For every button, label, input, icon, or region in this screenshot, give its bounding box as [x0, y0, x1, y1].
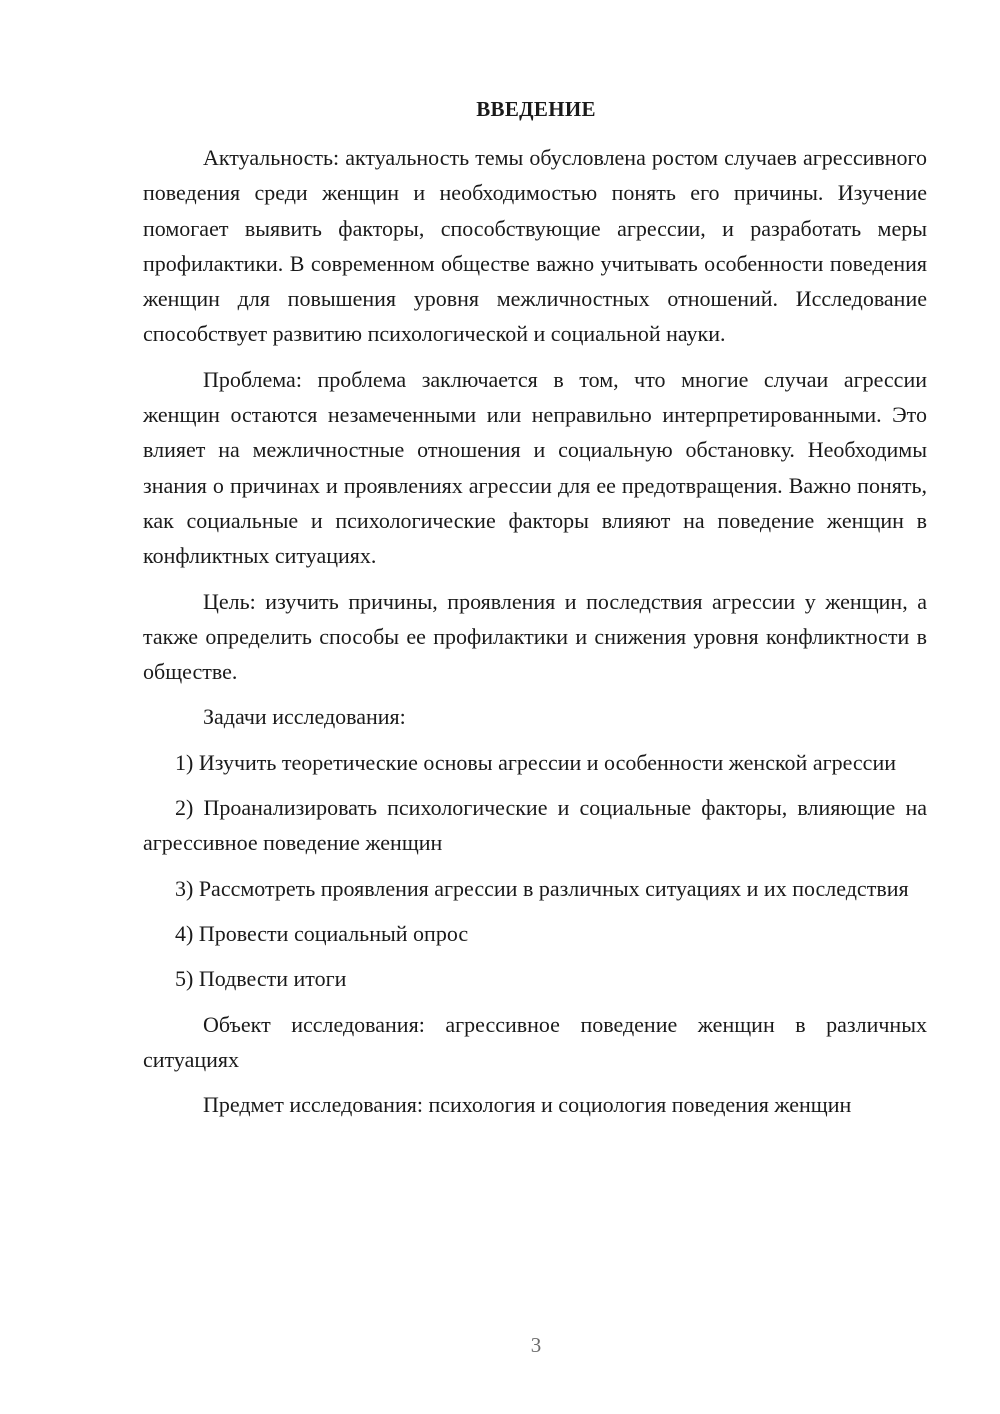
task-item-2: 2) Проанализировать психологические и социальные факторы, влияющие на агрессивное поведение женщин — [143, 795, 927, 856]
section-heading: ВВЕДЕНИЕ — [476, 97, 596, 121]
task-item-4: 4) Провести социальный опрос — [175, 920, 469, 946]
relevance-paragraph: Актуальность: актуальность темы обусловлена ростом случаев агрессивного поведения среди женщин и необходимостью понять его причины. Изучение помогает выявить факторы, способствующие агрессии, и разработать меры профилактики. В современном обществе важно учитывать особенности поведения женщин для повышения уровня межличностных отношений. Исследование способствует развитию психологической и социальной науки. — [143, 145, 927, 347]
problem-paragraph: Проблема: проблема заключается в том, что многие случаи агрессии женщин остаются незамеченными или неправильно интерпретированными. Это влияет на межличностные отношения и социальную обстановку. Необходимы знания о причинах и проявлениях агрессии для ее предотвращения. Важно понять, как социальные и психологические факторы влияют на поведение женщин в конфликтных ситуациях. — [143, 366, 927, 569]
goal-paragraph: Цель: изучить причины, проявления и последствия агрессии у женщин, а также определить способы ее профилактики и снижения уровня конфликтности в обществе. — [143, 588, 927, 685]
task-item-5: 5) Подвести итоги — [175, 966, 347, 992]
subject-paragraph: Предмет исследования: психология и социология поведения женщин — [203, 1092, 852, 1118]
page-number: 3 — [530, 1333, 542, 1357]
task-item-3: 3) Рассмотреть проявления агрессии в различных ситуациях и их последствия — [175, 875, 909, 901]
object-paragraph: Объект исследования: агрессивное поведение женщин в различных ситуациях — [143, 1011, 927, 1072]
task-item-1: 1) Изучить теоретические основы агрессии и особенности женской агрессии — [175, 749, 896, 775]
document-body — [143, 140, 927, 1132]
tasks-label: Задачи исследования: — [203, 704, 406, 730]
